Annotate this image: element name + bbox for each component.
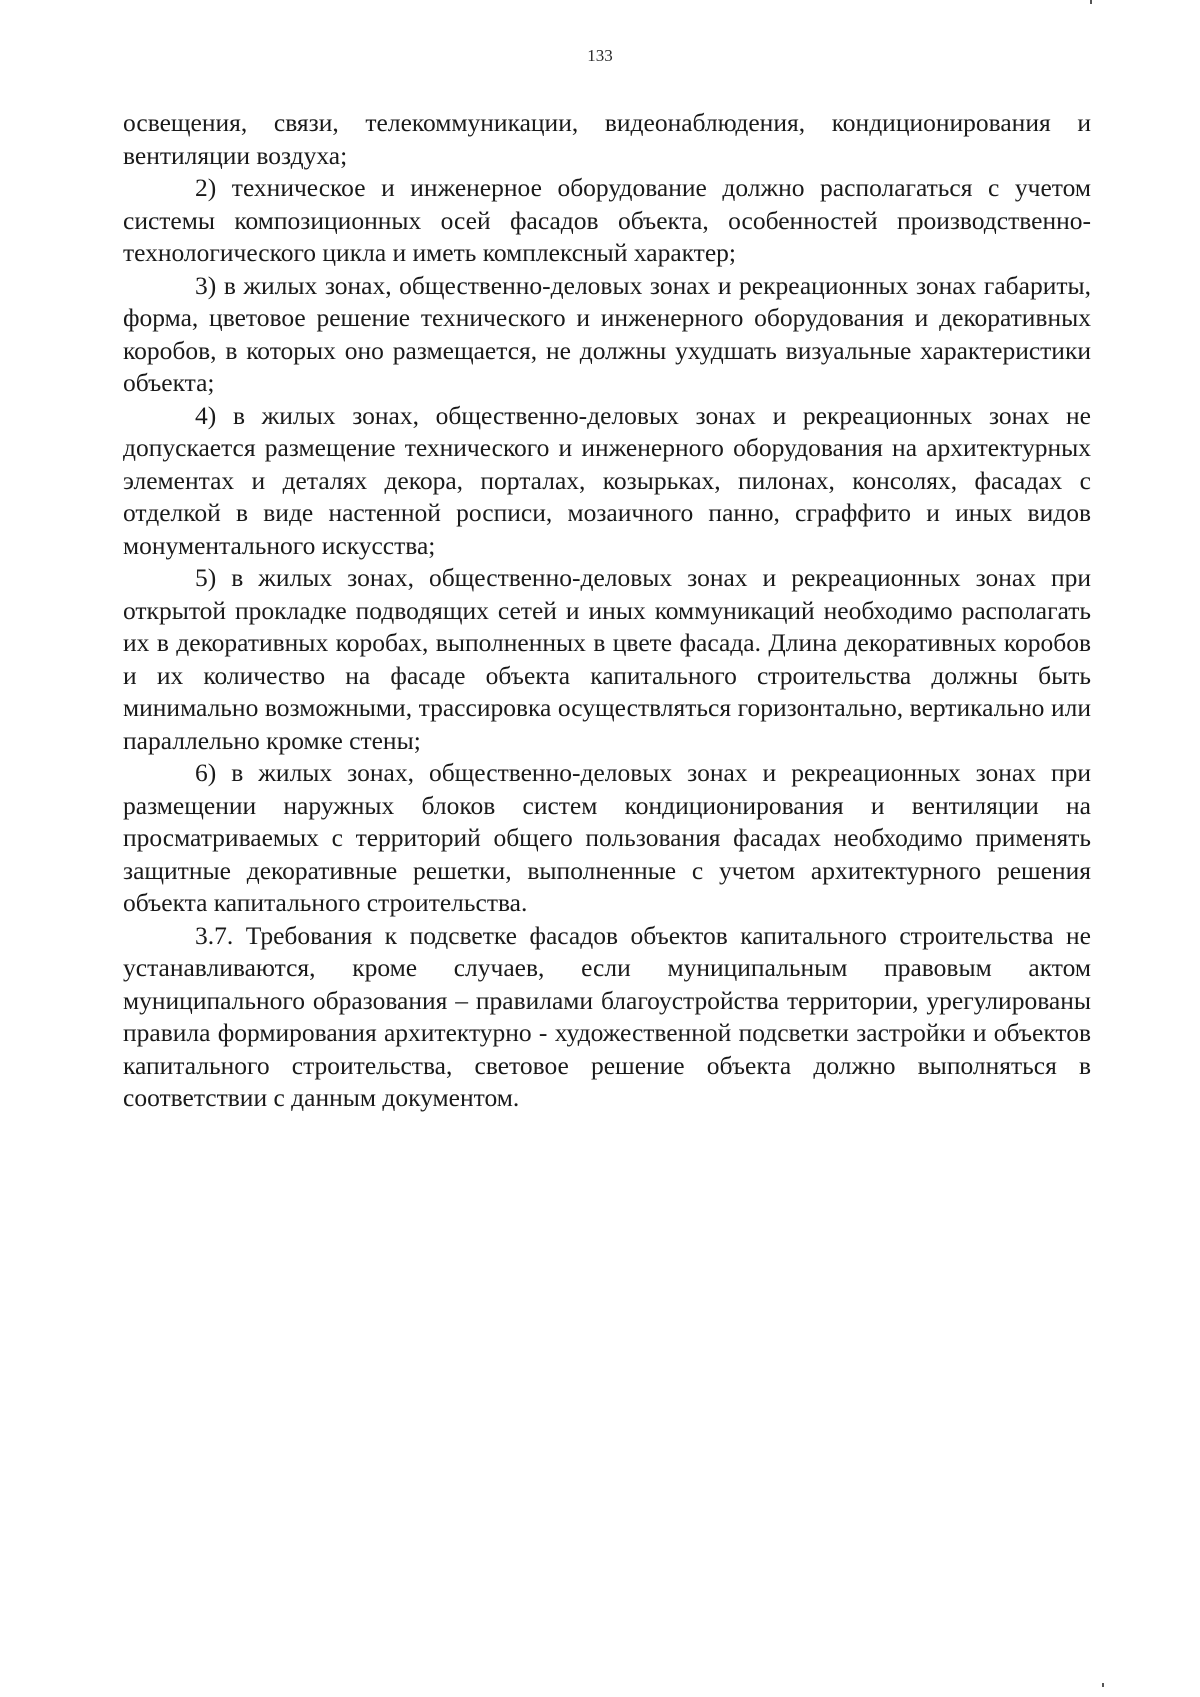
paragraph-text: в жилых зонах, общественно-деловых зонах и рекреационных зонах при открытой прокладке подводящих сетей и иных коммуникаций необходимо располагать их в декоративных коробах, выполненных в цвете фасада. Длина декоративных коробов и их количество на фасаде объекта капитального строительства должны быть минимально возможными, трассировка осуществляться горизонтально, вертикально или параллельно кромке стены; (123, 563, 1092, 755)
paragraph-text: Требования к подсветке фасадов объектов капитального строительства не устанавливаются, кроме случаев, если муниципальным правовым актом муниципального образования – правилами благоустройства территории, урегулированы правила формирования архитектурно - художественной подсветки застройки и объектов капитального строительства, световое решение объекта должно выполняться в соответствии с данным документом. (123, 920, 1091, 1112)
page-number: 133 (587, 46, 613, 65)
list-marker: 2) (195, 173, 217, 202)
list-marker: 5) (195, 563, 217, 592)
paragraph-text: в жилых зонах, общественно-деловых зонах и рекреационных зонах при размещении наружных блоков систем кондиционирования и вентиляции на просматриваемых с территорий общего пользования фасадах необходимо применять защитные декоративные решетки, выполненные с учетом архитектурного решения объекта капитального строительства. (123, 758, 1092, 917)
scan-edge-mark (1090, 0, 1092, 4)
list-item-2 (123, 172, 1091, 270)
document-body (123, 107, 1091, 1115)
list-marker: 4) (195, 400, 217, 430)
list-item-6 (123, 757, 1091, 920)
list-item-5 (123, 562, 1091, 757)
list-item-4 (123, 400, 1091, 563)
paragraph-text: освещения, связи, телекоммуникации, видеонаблюдения, кондиционирования и вентиляции воздуха; (123, 108, 1091, 170)
paragraph-text: в жилых зонах, общественно-деловых зонах и рекреационных зонах не допускается размещение технического и инженерного оборудования на архитектурных элементах и деталях декора, порталах, козырьках, пилонах, консолях, фасадах с отделкой в виде настенной росписи, мозаичного панно, сграффито и иных видов монументального искусства; (123, 400, 1091, 560)
paragraph-text: техническое и инженерное оборудование должно располагаться с учетом системы композиционных осей фасадов объекта, особенностей производственно-технологического цикла и иметь комплексный характер; (123, 173, 1091, 267)
list-item-3 (123, 270, 1091, 400)
section-3-7 (123, 920, 1091, 1115)
paragraph-continuation (123, 107, 1091, 172)
list-marker: 6) (195, 758, 217, 787)
list-marker: 3) (195, 270, 217, 300)
paragraph-text: в жилых зонах, общественно-деловых зонах и рекреационных зонах габариты, форма, цветовое решение технического и инженерного оборудования и декоративных коробов, в которых оно размещается, не должны ухудшать визуальные характеристики объекта; (123, 270, 1091, 397)
section-number: 3.7. (195, 920, 234, 950)
scan-edge-mark (1102, 1683, 1104, 1687)
